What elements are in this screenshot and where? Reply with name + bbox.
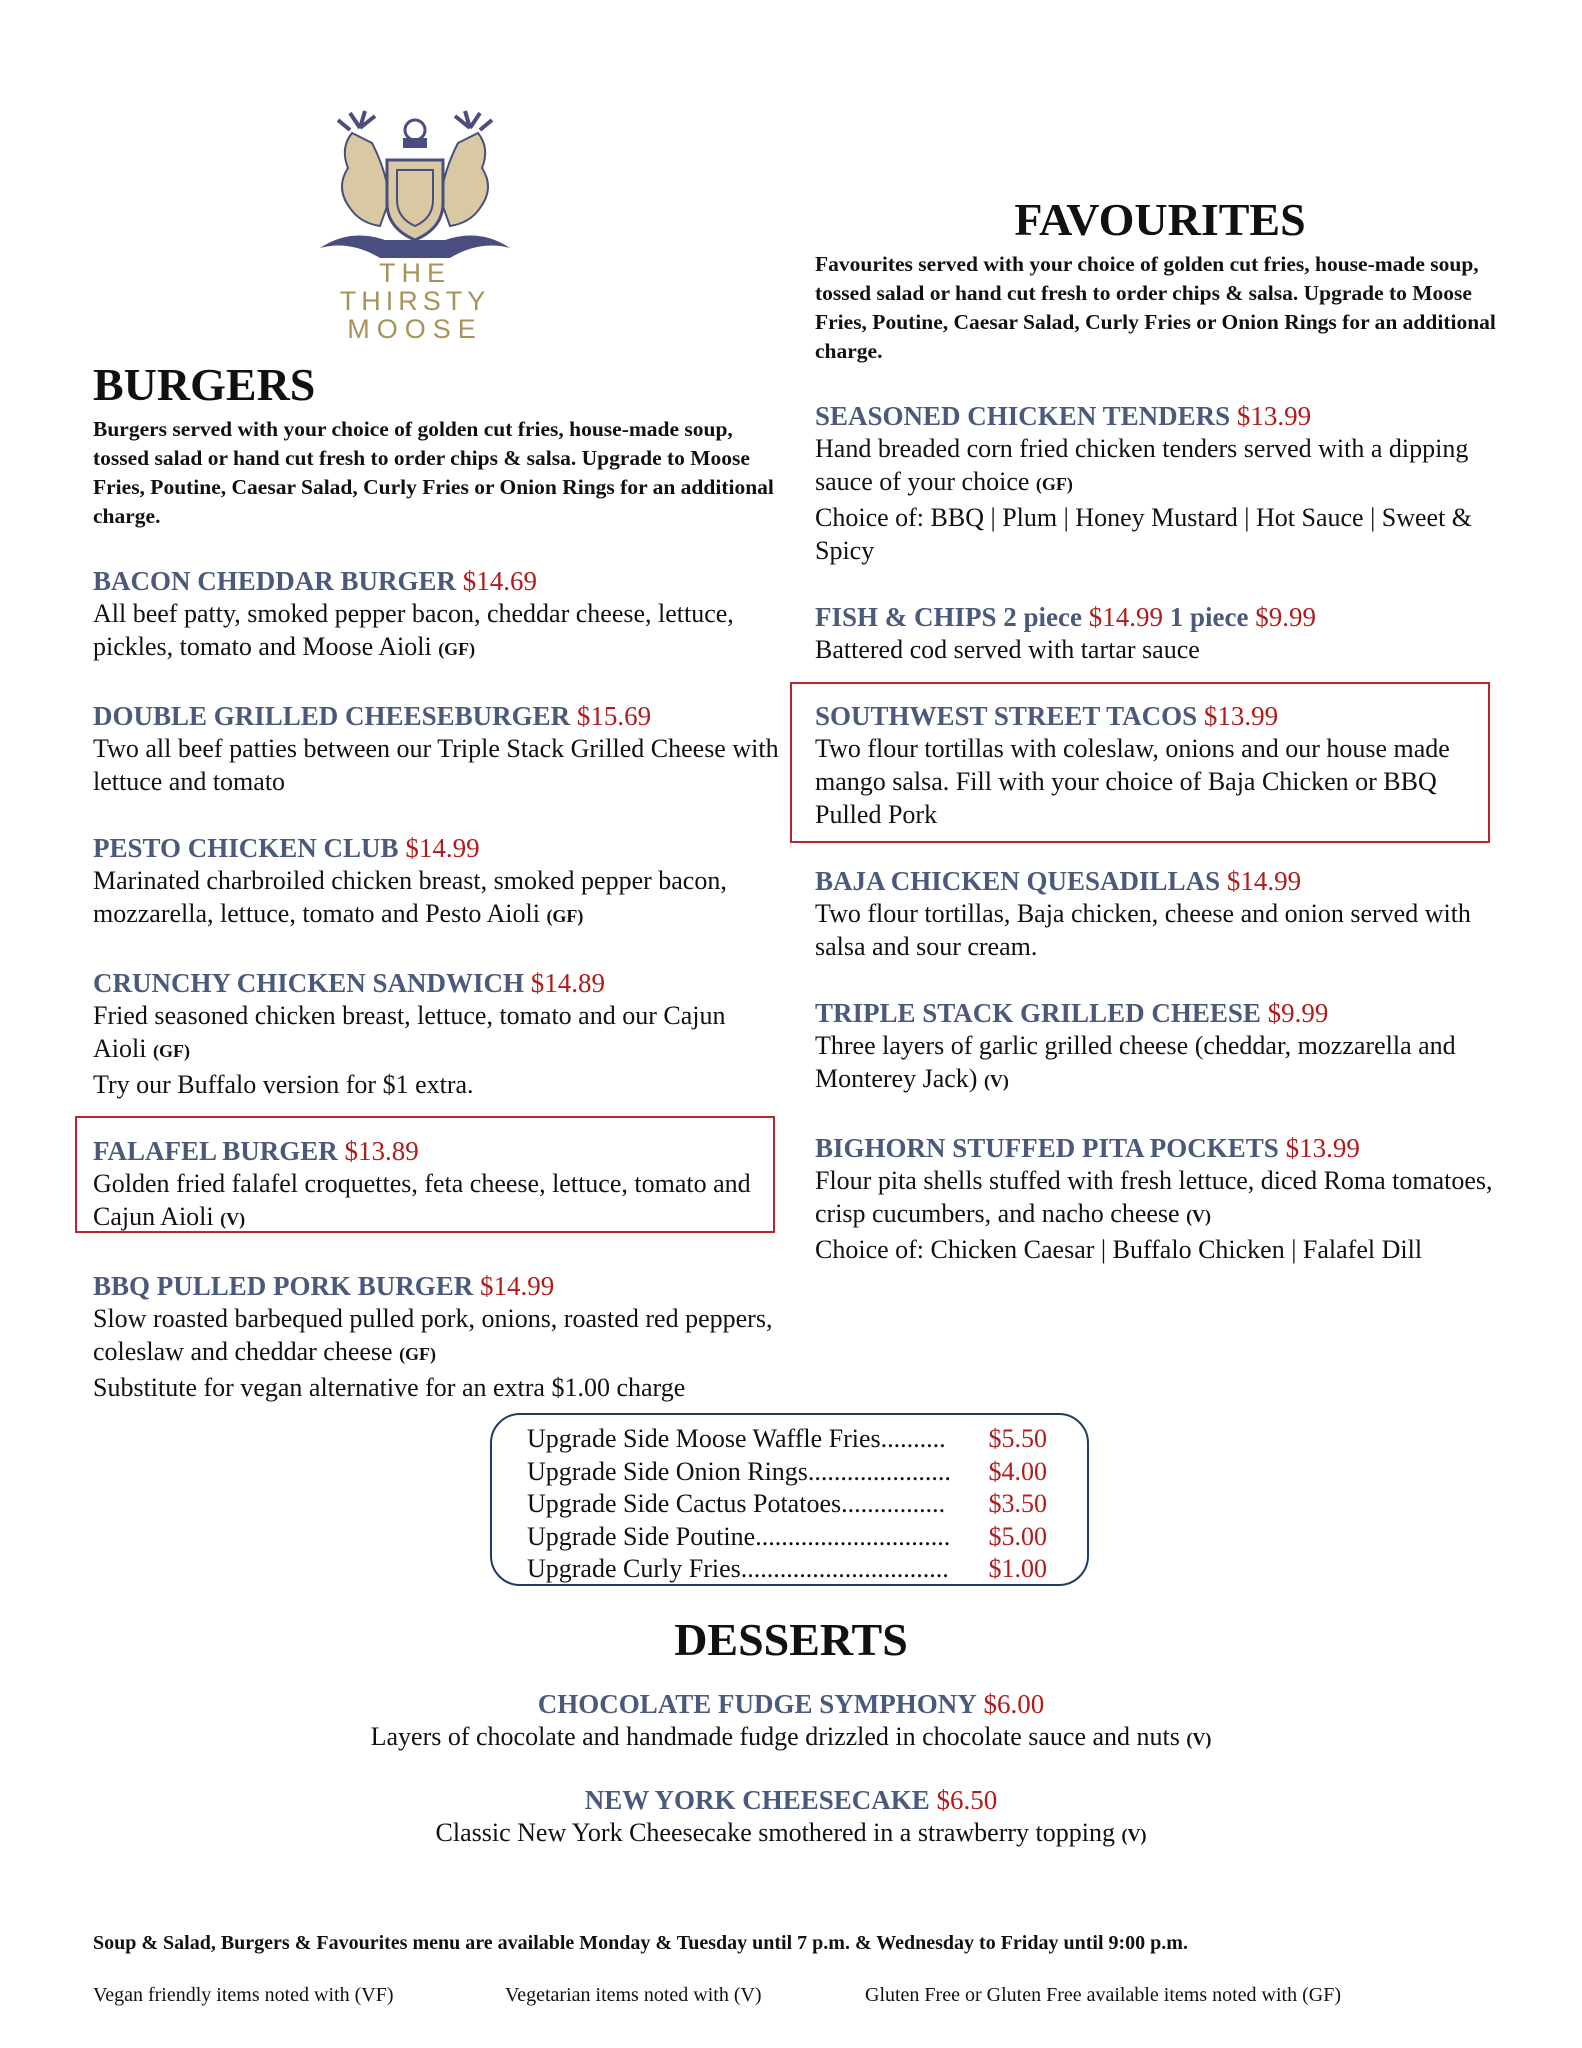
item-header: [815, 700, 1505, 732]
item-name: SEASONED CHICKEN TENDERS: [815, 400, 1231, 431]
dietary-tag: (GF): [1035, 473, 1073, 494]
item-description-text: Classic New York Cheesecake smothered in a strawberry topping: [435, 1817, 1115, 1847]
upgrade-row: [527, 1553, 1047, 1586]
upgrade-leader-dots: ................: [841, 1489, 946, 1518]
item-description-text: Three layers of garlic grilled cheese (cheddar, mozzarella and Monterey Jack): [815, 1030, 1456, 1093]
legend-vegan: Vegan friendly items noted with (VF): [93, 1984, 394, 2006]
item-description: [93, 732, 783, 798]
upgrade-price: $5.00: [988, 1521, 1047, 1551]
item-name-secondary: 1 piece: [1169, 601, 1249, 632]
menu-item: [815, 700, 1505, 831]
upgrade-sides-box: [490, 1413, 1089, 1586]
burgers-section: [93, 360, 783, 1404]
item-price: $9.99: [1267, 997, 1329, 1028]
upgrade-label: Upgrade Side Poutine: [527, 1521, 756, 1551]
desserts-section: [0, 1615, 1582, 1852]
dietary-tag: (V): [1121, 1824, 1147, 1845]
burgers-intro: Burgers served with your choice of golden cut fries, house-made soup, tossed salad or hand cut fresh to order chips & salsa. Upgrade to Moose Fries, Poutine, Caesar Salad, Curly Fries or Onion Rings for an additional charge.: [93, 416, 774, 528]
menu-item: [815, 1132, 1505, 1266]
item-description: [93, 597, 783, 666]
upgrade-leader-dots: ................................: [740, 1554, 949, 1583]
upgrade-label: Upgrade Side Moose Waffle Fries: [527, 1424, 881, 1453]
item-price: $13.99: [1203, 700, 1279, 731]
dietary-tag: (V): [1186, 1205, 1212, 1226]
menu-item: [815, 997, 1505, 1098]
dietary-tag: (GF): [546, 905, 584, 926]
item-description: [815, 633, 1505, 666]
upgrade-leader-dots: ......................: [807, 1456, 951, 1486]
menu-item: [815, 865, 1505, 963]
item-description: [815, 897, 1505, 963]
item-header: [93, 967, 783, 999]
item-price-secondary: $9.99: [1255, 601, 1316, 632]
item-description: [93, 999, 783, 1068]
dietary-tag: (GF): [438, 638, 476, 659]
logo-text-line1: THE: [379, 258, 451, 288]
legend-vegetarian: Vegetarian items noted with (V): [505, 1984, 762, 2006]
item-price: $14.99: [480, 1270, 555, 1301]
upgrade-leader-dots: ..........: [880, 1424, 946, 1453]
item-description: [93, 1302, 783, 1371]
item-description-text: Two flour tortillas, Baja chicken, cheese and onion served with salsa and sour cream.: [815, 898, 1471, 961]
availability-note: Soup & Salad, Burgers & Favourites menu are available Monday & Tuesday until 7 p.m. & Wednesday to Friday until 9:00 p.m.: [93, 1932, 1188, 1954]
upgrade-list: [527, 1423, 1047, 1586]
item-price: $14.99: [1088, 601, 1163, 632]
upgrade-price: $1.00: [988, 1554, 1047, 1583]
upgrade-row: [527, 1521, 1047, 1554]
item-header: [815, 400, 1505, 432]
item-description: [93, 864, 783, 933]
dietary-tag: (V): [220, 1208, 246, 1229]
dietary-tag: (GF): [399, 1343, 437, 1364]
item-description-text: Fried seasoned chicken breast, lettuce, tomato and our Cajun Aioli: [93, 1000, 726, 1063]
item-extra-note: Choice of: BBQ | Plum | Honey Mustard | Hot Sauce | Sweet & Spicy: [815, 502, 1473, 565]
item-header: [815, 1132, 1505, 1164]
item-description-text: Two flour tortillas with coleslaw, onions and our house made mango salsa. Fill with your choice of Baja Chicken or BBQ Pulled Pork: [815, 733, 1450, 829]
item-description: [815, 732, 1505, 831]
logo-text-line2: THIRSTY: [339, 286, 491, 316]
item-price: $13.99: [1285, 1132, 1360, 1163]
menu-item: [93, 1135, 783, 1236]
item-description-text: Golden fried falafel croquettes, feta cheese, lettuce, tomato and Cajun Aioli: [93, 1168, 751, 1231]
item-extra-note: Choice of: Chicken Caesar | Buffalo Chicken | Falafel Dill: [815, 1234, 1423, 1264]
item-name: NEW YORK CHEESECAKE: [584, 1784, 930, 1815]
item-description: [815, 1164, 1505, 1233]
item-price: $14.99: [1226, 865, 1302, 896]
item-name: BAJA CHICKEN QUESADILLAS: [815, 865, 1221, 896]
item-price: $14.69: [462, 565, 538, 596]
upgrade-row: [527, 1423, 1047, 1456]
item-description-text: Marinated charbroiled chicken breast, smoked pepper bacon, mozzarella, lettuce, tomato and Pesto Aioli: [93, 865, 727, 928]
item-header: [815, 997, 1505, 1029]
item-price: $14.89: [530, 967, 606, 998]
dessert-item: [0, 1688, 1582, 1756]
item-price: $6.00: [983, 1688, 1045, 1719]
menu-item: [815, 400, 1505, 567]
item-name: BIGHORN STUFFED PITA POCKETS: [815, 1132, 1279, 1163]
desserts-title: DESSERTS: [674, 1614, 908, 1665]
upgrade-label: Upgrade Side Onion Rings: [527, 1456, 808, 1486]
item-description-text: Slow roasted barbequed pulled pork, onions, roasted red peppers, coleslaw and cheddar cheese: [93, 1303, 773, 1366]
upgrade-price: $4.00: [988, 1456, 1047, 1486]
item-header: [0, 1784, 1582, 1816]
upgrade-price: $5.50: [988, 1424, 1047, 1453]
item-description-text: Hand breaded corn fried chicken tenders served with a dipping sauce of your choice: [815, 433, 1469, 496]
burger-item-list: [93, 565, 783, 1404]
burgers-title: BURGERS: [93, 359, 316, 410]
item-description-text: Two all beef patties between our Triple Stack Grilled Cheese with lettuce and tomato: [93, 733, 779, 796]
item-header: [93, 700, 783, 732]
item-name: BACON CHEDDAR BURGER: [93, 565, 457, 596]
item-header: [0, 1688, 1582, 1720]
menu-item: [93, 1270, 783, 1404]
item-price: $13.99: [1236, 400, 1312, 431]
dietary-tag: (GF): [152, 1040, 190, 1061]
item-description-text: Battered cod served with tartar sauce: [815, 634, 1200, 664]
menu-item: [93, 967, 783, 1101]
dietary-tag: (V): [983, 1070, 1009, 1091]
upgrade-row: [527, 1456, 1047, 1489]
item-name: SOUTHWEST STREET TACOS: [815, 700, 1198, 731]
item-price: $13.89: [344, 1135, 419, 1166]
menu-item: [93, 832, 783, 933]
logo-text-line3: MOOSE: [347, 314, 483, 344]
item-name: CHOCOLATE FUDGE SYMPHONY: [537, 1688, 977, 1719]
item-description: [815, 1029, 1505, 1098]
upgrade-price: $3.50: [988, 1489, 1047, 1518]
item-description: [0, 1816, 1582, 1852]
item-name: PESTO CHICKEN CLUB: [93, 832, 399, 863]
dessert-item: [0, 1784, 1582, 1852]
item-name: CRUNCHY CHICKEN SANDWICH: [93, 967, 525, 998]
item-description: [815, 432, 1505, 501]
item-price: $6.50: [936, 1784, 998, 1815]
dietary-tag: (V): [1186, 1728, 1212, 1749]
thirsty-moose-logo: [290, 108, 540, 348]
upgrade-leader-dots: ..............................: [755, 1521, 951, 1551]
upgrade-label: Upgrade Curly Fries: [527, 1554, 741, 1583]
item-name: BBQ PULLED PORK BURGER: [93, 1270, 474, 1301]
item-name: TRIPLE STACK GRILLED CHEESE: [815, 997, 1261, 1028]
menu-item: [815, 601, 1505, 666]
dessert-item-list: [0, 1688, 1582, 1852]
item-price: $15.69: [576, 700, 652, 731]
favourites-intro: Favourites served with your choice of golden cut fries, house-made soup, tossed salad or hand cut fresh to order chips & salsa. Upgrade to Moose Fries, Poutine, Caesar Salad, Curly Fries or Onion Rings for an additional charge.: [815, 251, 1496, 363]
item-header: [815, 865, 1505, 897]
legend-gluten-free: Gluten Free or Gluten Free available items noted with (GF): [865, 1984, 1341, 2006]
item-name: DOUBLE GRILLED CHEESEBURGER: [93, 700, 571, 731]
item-header: [815, 601, 1505, 633]
upgrade-row: [527, 1488, 1047, 1521]
upgrade-label: Upgrade Side Cactus Potatoes: [527, 1489, 842, 1518]
item-extra-note: Substitute for vegan alternative for an extra $1.00 charge: [93, 1372, 686, 1402]
item-description-text: Flour pita shells stuffed with fresh lettuce, diced Roma tomatoes, crisp cucumbers, and nacho cheese: [815, 1165, 1493, 1228]
favourite-item-list: [815, 400, 1505, 1266]
item-description: [93, 1167, 783, 1236]
item-header: [93, 1135, 783, 1167]
item-header: [93, 1270, 783, 1302]
item-name: FALAFEL BURGER: [93, 1135, 338, 1166]
item-name: FISH & CHIPS 2 piece: [815, 601, 1082, 632]
item-description: [0, 1720, 1582, 1756]
item-description-text: Layers of chocolate and handmade fudge drizzled in chocolate sauce and nuts: [370, 1721, 1180, 1751]
item-description-text: All beef patty, smoked pepper bacon, cheddar cheese, lettuce, pickles, tomato and Moose Aioli: [93, 598, 734, 661]
item-extra-note: Try our Buffalo version for $1 extra.: [93, 1069, 474, 1099]
item-header: [93, 832, 783, 864]
item-header: [93, 565, 783, 597]
moose-crest-icon: [290, 108, 540, 268]
menu-item: [93, 700, 783, 798]
favourites-section: [815, 195, 1505, 1266]
favourites-title: FAVOURITES: [1014, 194, 1306, 245]
item-price: $14.99: [405, 832, 480, 863]
menu-item: [93, 565, 783, 666]
